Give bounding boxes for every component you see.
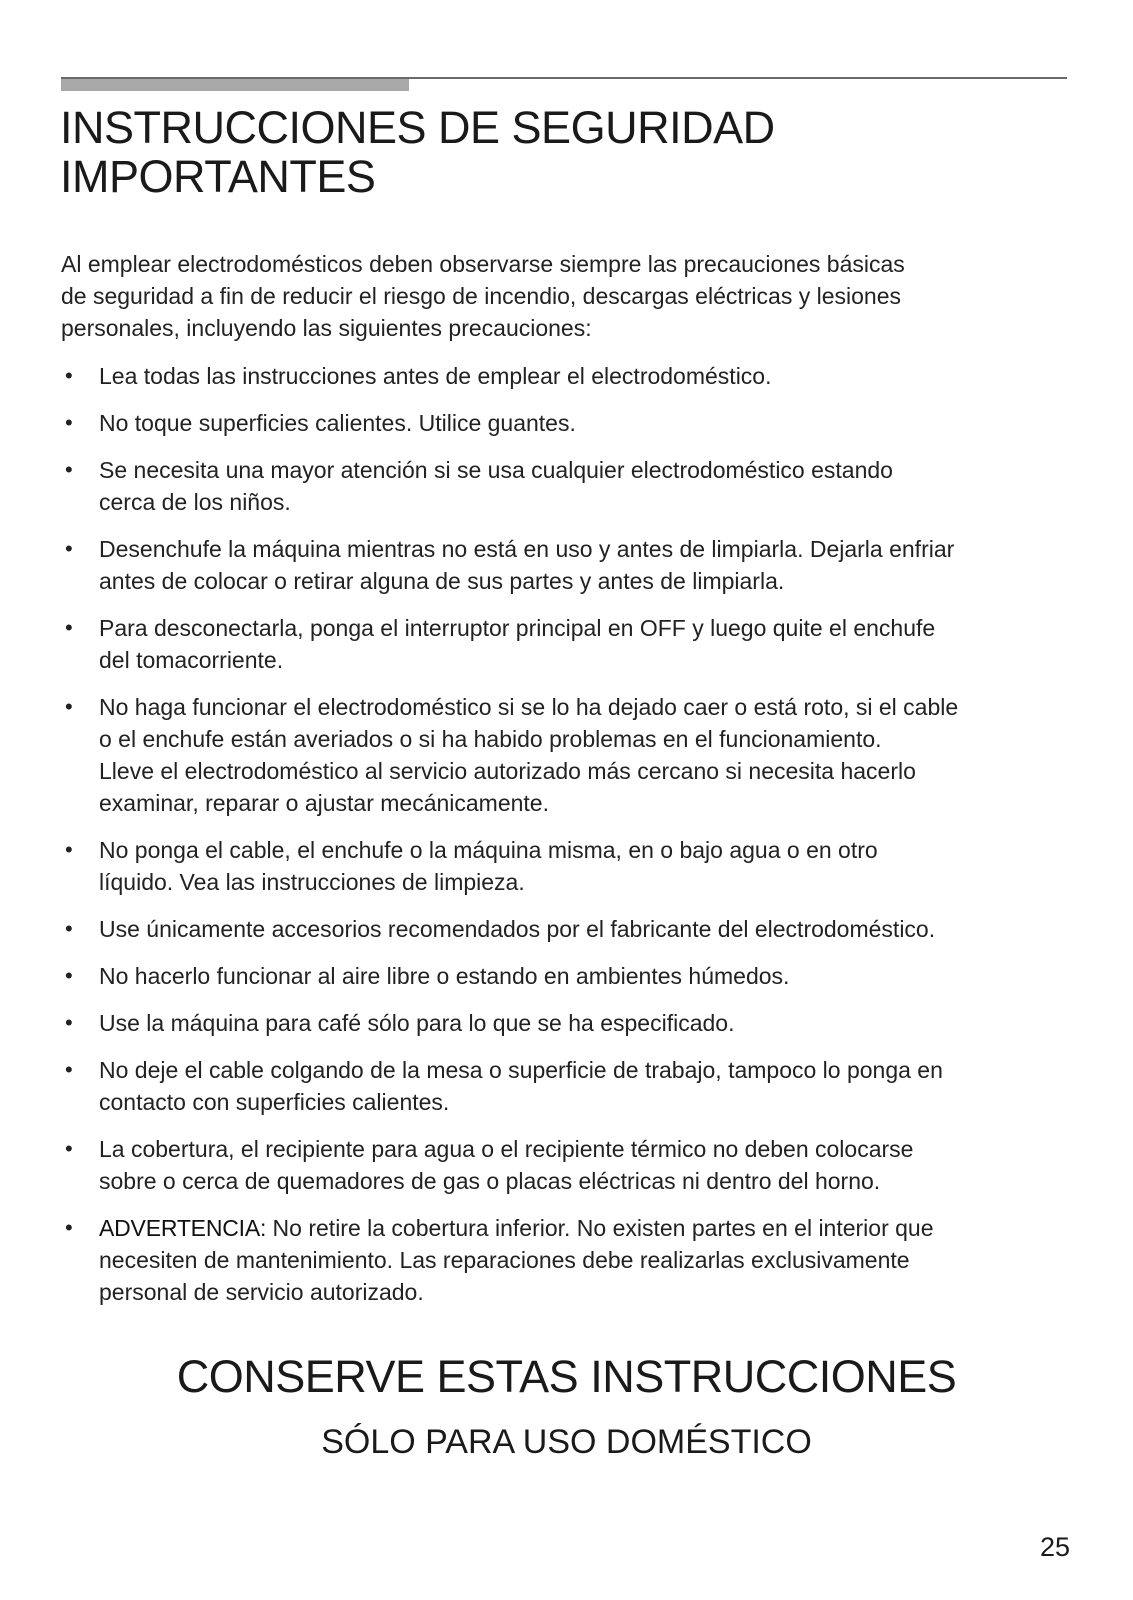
list-item [61,960,1081,992]
list-item-line: No toque superficies calientes. Utilice guantes. [99,410,576,436]
list-item-line: o el enchufe están averiados o si ha habido problemas en el funcionamiento. [99,726,882,752]
bullet-icon: • [65,694,73,719]
bullet-icon: • [65,1215,73,1240]
header-rule-accent-bar [61,79,409,91]
list-item-line: Lleve el electrodoméstico al servicio autorizado más cercano si necesita hacerlo [99,758,916,784]
intro-line: de seguridad a fin de reducir el riesgo de incendio, descargas eléctricas y lesiones [61,283,901,309]
bullet-icon: • [65,410,73,435]
bullet-icon: • [65,363,73,388]
list-item-line: No ponga el cable, el enchufe o la máquina misma, en o bajo agua o en otro [99,837,878,863]
list-item-line: Se necesita una mayor atención si se usa cualquier electrodoméstico estando [99,457,893,483]
list-item-line: examinar, reparar o ajustar mecánicamente. [99,790,549,816]
list-item-line: cerca de los niños. [99,489,291,515]
list-item-line: No deje el cable colgando de la mesa o superficie de trabajo, tampoco lo ponga en [99,1057,943,1083]
bullet-icon: • [65,837,73,862]
list-item [61,913,1081,945]
list-item-line: Para desconectarla, ponga el interruptor principal en OFF y luego quite el enchufe [99,615,936,641]
conserve-heading: CONSERVE ESTAS INSTRUCCIONES [176,1351,957,1402]
bullet-icon: • [65,536,73,561]
list-item [61,407,1081,439]
list-item-line: La cobertura, el recipiente para agua o el recipiente térmico no deben colocarse [99,1136,914,1162]
list-item [61,612,1081,676]
household-use-heading: SÓLO PARA USO DOMÉSTICO [321,1423,812,1461]
list-item-line: contacto con superficies calientes. [99,1089,450,1115]
bullet-icon: • [65,1057,73,1082]
list-item-line: Use la máquina para café sólo para lo que se ha especificado. [99,1010,735,1036]
list-item-line: Lea todas las instrucciones antes de emplear el electrodoméstico. [99,363,772,389]
list-item-line: No haga funcionar el electrodoméstico si se lo ha dejado caer o está roto, si el cable [99,694,959,720]
page-number: 25 [1039,1532,1070,1562]
list-item [61,834,1081,898]
list-item-line: personal de servicio autorizado. [99,1279,424,1305]
bullet-icon: • [65,1136,73,1161]
warning-item [61,1212,1081,1308]
warning-label: ADVERTENCIA: [99,1215,267,1241]
bullet-icon: • [65,963,73,988]
intro-line: Al emplear electrodomésticos deben observarse siempre las precauciones básicas [61,251,905,277]
list-item-line: líquido. Vea las instrucciones de limpieza. [99,869,525,895]
page-title-line: IMPORTANTES [60,151,376,202]
safety-instructions-list [61,360,1081,1323]
list-item [61,1007,1081,1039]
list-item-line: del tomacorriente. [99,647,284,673]
list-item-line: necesiten de mantenimiento. Las reparaciones debe realizarlas exclusivamente [99,1247,910,1273]
list-item-line: Use únicamente accesorios recomendados por el fabricante del electrodoméstico. [99,916,936,942]
list-item [61,533,1081,597]
list-item [61,1054,1081,1118]
list-item-line: Desenchufe la máquina mientras no está en uso y antes de limpiarla. Dejarla enfriar [99,536,955,562]
list-item [61,454,1081,518]
warning-first-line [99,1212,1081,1244]
list-item [61,1133,1081,1197]
warning-text: No retire la cobertura inferior. No existen partes en el interior que [266,1215,934,1241]
intro-line: personales, incluyendo las siguientes precauciones: [61,315,592,341]
list-item-line: antes de colocar o retirar alguna de sus partes y antes de limpiarla. [99,568,785,594]
list-item-line: No hacerlo funcionar al aire libre o estando en ambientes húmedos. [99,963,790,989]
page-title [60,103,1060,201]
list-item-line: sobre o cerca de quemadores de gas o placas eléctricas ni dentro del horno. [99,1168,881,1194]
intro-paragraph [61,248,1071,344]
list-item [61,691,1081,819]
page-title-line: INSTRUCCIONES DE SEGURIDAD [60,102,775,153]
list-item [61,360,1081,392]
bullet-icon: • [65,916,73,941]
bullet-icon: • [65,457,73,482]
bullet-icon: • [65,1010,73,1035]
bullet-icon: • [65,615,73,640]
